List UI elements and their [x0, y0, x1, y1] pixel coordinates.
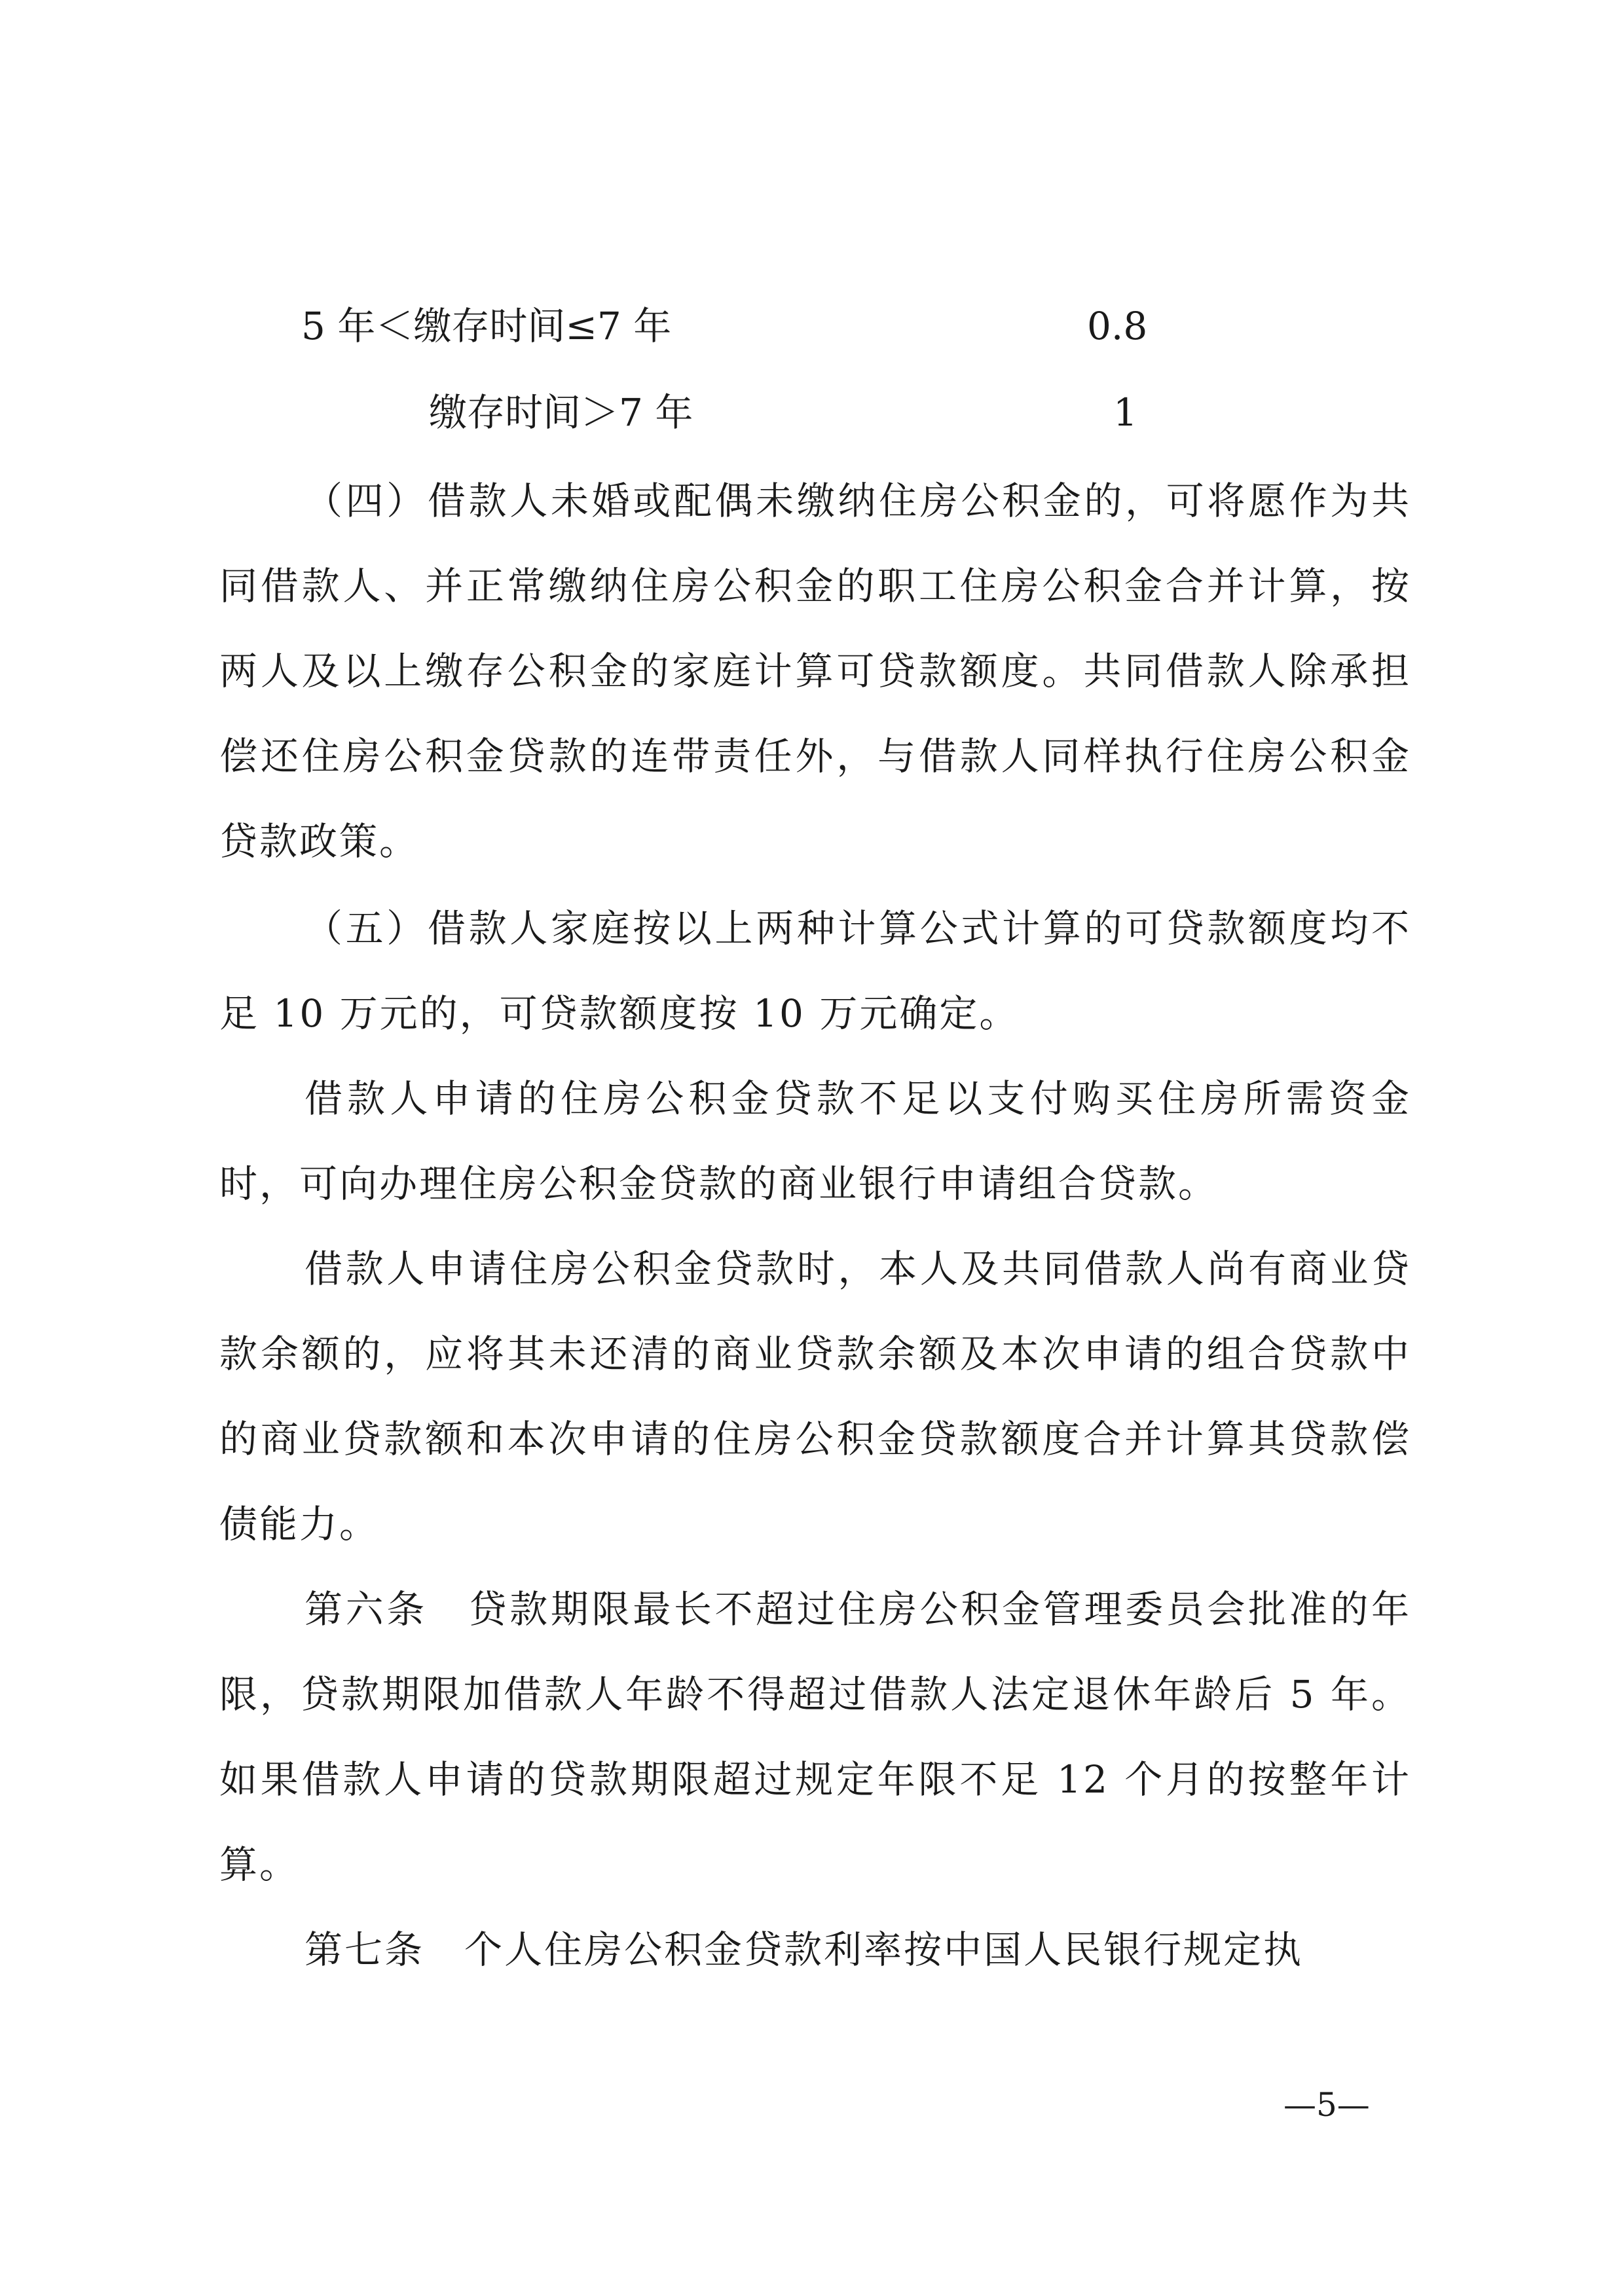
table-row-value: 1: [1113, 390, 1137, 435]
table-row-condition: 5 年＜缴存时间≤7 年: [301, 304, 672, 348]
paragraph-article-6: 第六条 贷款期限最长不超过住房公积金管理委员会批准的年限，贷款期限加借款人年龄不得超过借款人法定退休年龄后 5 年。如果借款人申请的贷款期限超过规定年限不足 12 个月的按整年计算。: [219, 1587, 1411, 1887]
paragraph-item-4: （四）借款人未婚或配偶未缴纳住房公积金的，可将愿作为共同借款人、并正常缴纳住房公积金的职工住房公积金合并计算，按两人及以上缴存公积金的家庭计算可贷款额度。共同借款人除承担偿还住房公积金贷款的连带责任外，与借款人同样执行住房公积金贷款政策。: [219, 479, 1411, 864]
paragraph-combined-loan: 借款人申请的住房公积金贷款不足以支付购买住房所需资金时，可向办理住房公积金贷款的商业银行申请组合贷款。: [219, 1076, 1411, 1206]
paragraph-article-7: 第七条 个人住房公积金贷款利率按中国人民银行规定执: [304, 1927, 1304, 1972]
paragraph-commercial-loan-balance: 借款人申请住房公积金贷款时，本人及共同借款人尚有商业贷款余额的，应将其未还清的商业贷款余额及本次申请的组合贷款中的商业贷款额和本次申请的住房公积金贷款额度合并计算其贷款偿债能力。: [219, 1247, 1411, 1546]
table-row-condition: 缴存时间＞7 年: [429, 390, 693, 435]
page-number: —5—: [1283, 2086, 1370, 2124]
table-row-value: 0.8: [1087, 304, 1148, 348]
paragraph-item-5: （五）借款人家庭按以上两种计算公式计算的可贷款额度均不足 10 万元的，可贷款额度按 10 万元确定。: [219, 906, 1411, 1036]
